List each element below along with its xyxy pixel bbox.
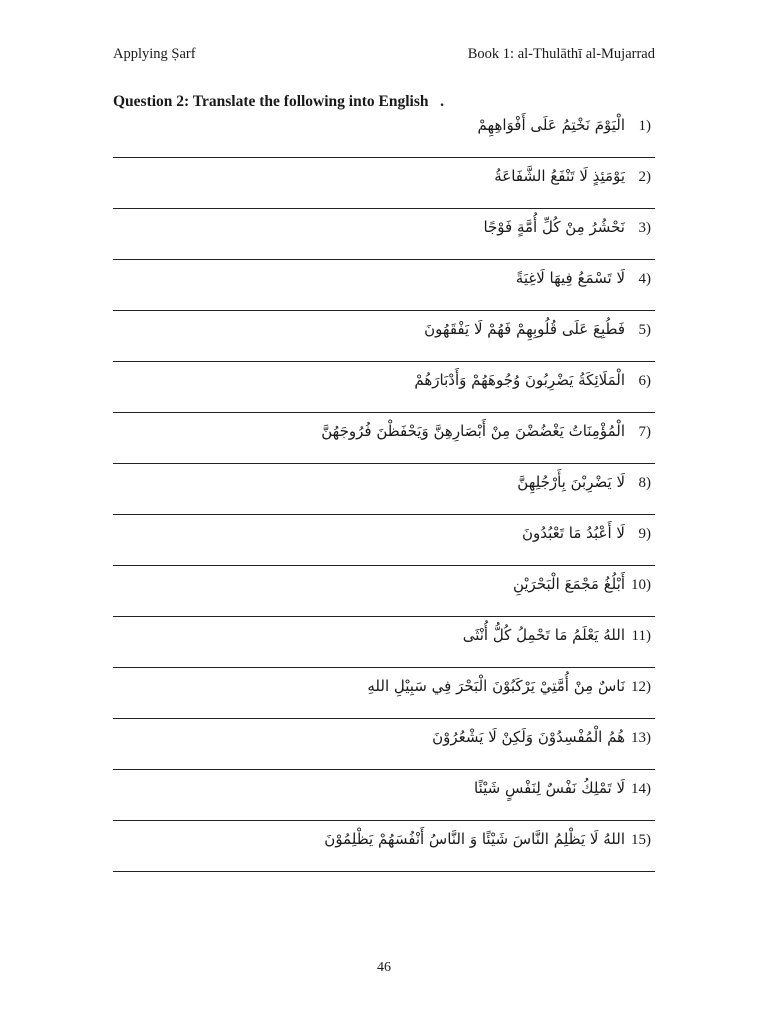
arabic-sentence: هُمُ الْمُفْسِدُوْنَ وَلَكِنْ لَا يَشْعُرُوْنَ	[432, 728, 625, 746]
question-item-15	[113, 830, 655, 881]
answer-line[interactable]	[113, 361, 655, 362]
answer-line[interactable]	[113, 259, 655, 260]
question-item-12	[113, 677, 655, 728]
item-number: 14)	[631, 781, 651, 797]
question-item-5	[113, 320, 655, 371]
item-number: 10)	[631, 577, 651, 593]
answer-line[interactable]	[113, 616, 655, 617]
arabic-sentence: نَاسٌ مِنْ أُمَّتِيْ يَرْكَبُوْنَ الْبَحْرَ فِي سَبِيْلِ اللهِ	[367, 677, 625, 695]
arabic-sentence: الْمُؤْمِنَاتُ يَغْضُضْنَ مِنْ أَبْصَارِهِنَّ وَيَحْفَظْنَ فُرُوجَهُنَّ	[321, 422, 625, 440]
answer-line[interactable]	[113, 667, 655, 668]
answer-line[interactable]	[113, 718, 655, 719]
question-item-13	[113, 728, 655, 779]
item-number: 6)	[638, 373, 651, 389]
answer-line[interactable]	[113, 565, 655, 566]
arabic-sentence: أَبْلُغُ مَجْمَعَ الْبَحْرَيْنِ	[512, 575, 625, 593]
item-number: 1)	[638, 118, 651, 134]
item-number: 13)	[631, 730, 651, 746]
question-item-6	[113, 371, 655, 422]
item-number: 8)	[638, 475, 651, 491]
page-number: 46	[377, 960, 391, 975]
question-item-10	[113, 575, 655, 626]
answer-line[interactable]	[113, 769, 655, 770]
arabic-sentence: يَوْمَئِذٍ لَا تَنْفَعُ الشَّفَاعَةُ	[494, 167, 625, 185]
answer-line[interactable]	[113, 514, 655, 515]
arabic-sentence: لَا يَضْرِبْنَ بِأَرْجُلِهِنَّ	[517, 473, 625, 491]
item-number: 15)	[631, 832, 651, 848]
answer-line[interactable]	[113, 412, 655, 413]
question-item-7	[113, 422, 655, 473]
question-item-11	[113, 626, 655, 677]
item-number: 2)	[638, 169, 651, 185]
arabic-sentence: الْمَلَائِكَةُ يَضْرِبُونَ وُجُوهَهُمْ وَأَدْبَارَهُمْ	[414, 371, 625, 389]
answer-line[interactable]	[113, 208, 655, 209]
arabic-sentence: اللهُ يَعْلَمُ مَا تَحْمِلُ كُلُّ أُنْثَى	[462, 626, 625, 644]
item-number: 5)	[638, 322, 651, 338]
arabic-sentence: لَا أَعْبُدُ مَا تَعْبُدُونَ	[521, 524, 625, 542]
question-item-1	[113, 116, 655, 167]
question-item-3	[113, 218, 655, 269]
running-header-right: Book 1: al-Thulāthī al-Mujarrad	[467, 46, 655, 62]
question-title: Question 2: Translate the following into English .	[113, 93, 444, 110]
arabic-sentence: لَا تَسْمَعُ فِيهَا لَاغِيَةً	[515, 269, 625, 287]
item-number: 12)	[631, 679, 651, 695]
arabic-sentence: اللهُ لَا يَظْلِمُ النَّاسَ شَيْئًا وَ النَّاسُ أَنْفُسَهُمْ يَظْلِمُوْنَ	[324, 830, 625, 848]
question-item-4	[113, 269, 655, 320]
item-number: 9)	[638, 526, 651, 542]
question-item-2	[113, 167, 655, 218]
arabic-sentence: لَا تَمْلِكُ نَفْسٌ لِنَفْسٍ شَيْئًا	[474, 779, 625, 797]
arabic-sentence: نَحْشُرُ مِنْ كُلِّ أُمَّةٍ فَوْجًا	[483, 218, 625, 236]
answer-line[interactable]	[113, 157, 655, 158]
question-list	[113, 116, 655, 881]
item-number: 7)	[638, 424, 651, 440]
item-number: 4)	[638, 271, 651, 287]
answer-line[interactable]	[113, 310, 655, 311]
question-item-14	[113, 779, 655, 830]
item-number: 3)	[638, 220, 651, 236]
arabic-sentence: فَطُبِعَ عَلَى قُلُوبِهِمْ فَهُمْ لَا يَفْقَهُونَ	[424, 320, 625, 338]
arabic-sentence: الْيَوْمَ نَخْتِمُ عَلَى أَفْوَاهِهِمْ	[477, 116, 625, 134]
answer-line[interactable]	[113, 820, 655, 821]
running-header-left: Applying Ṣarf	[113, 46, 196, 62]
question-item-8	[113, 473, 655, 524]
answer-line[interactable]	[113, 463, 655, 464]
item-number: 11)	[631, 628, 651, 644]
question-item-9	[113, 524, 655, 575]
answer-line[interactable]	[113, 871, 655, 872]
